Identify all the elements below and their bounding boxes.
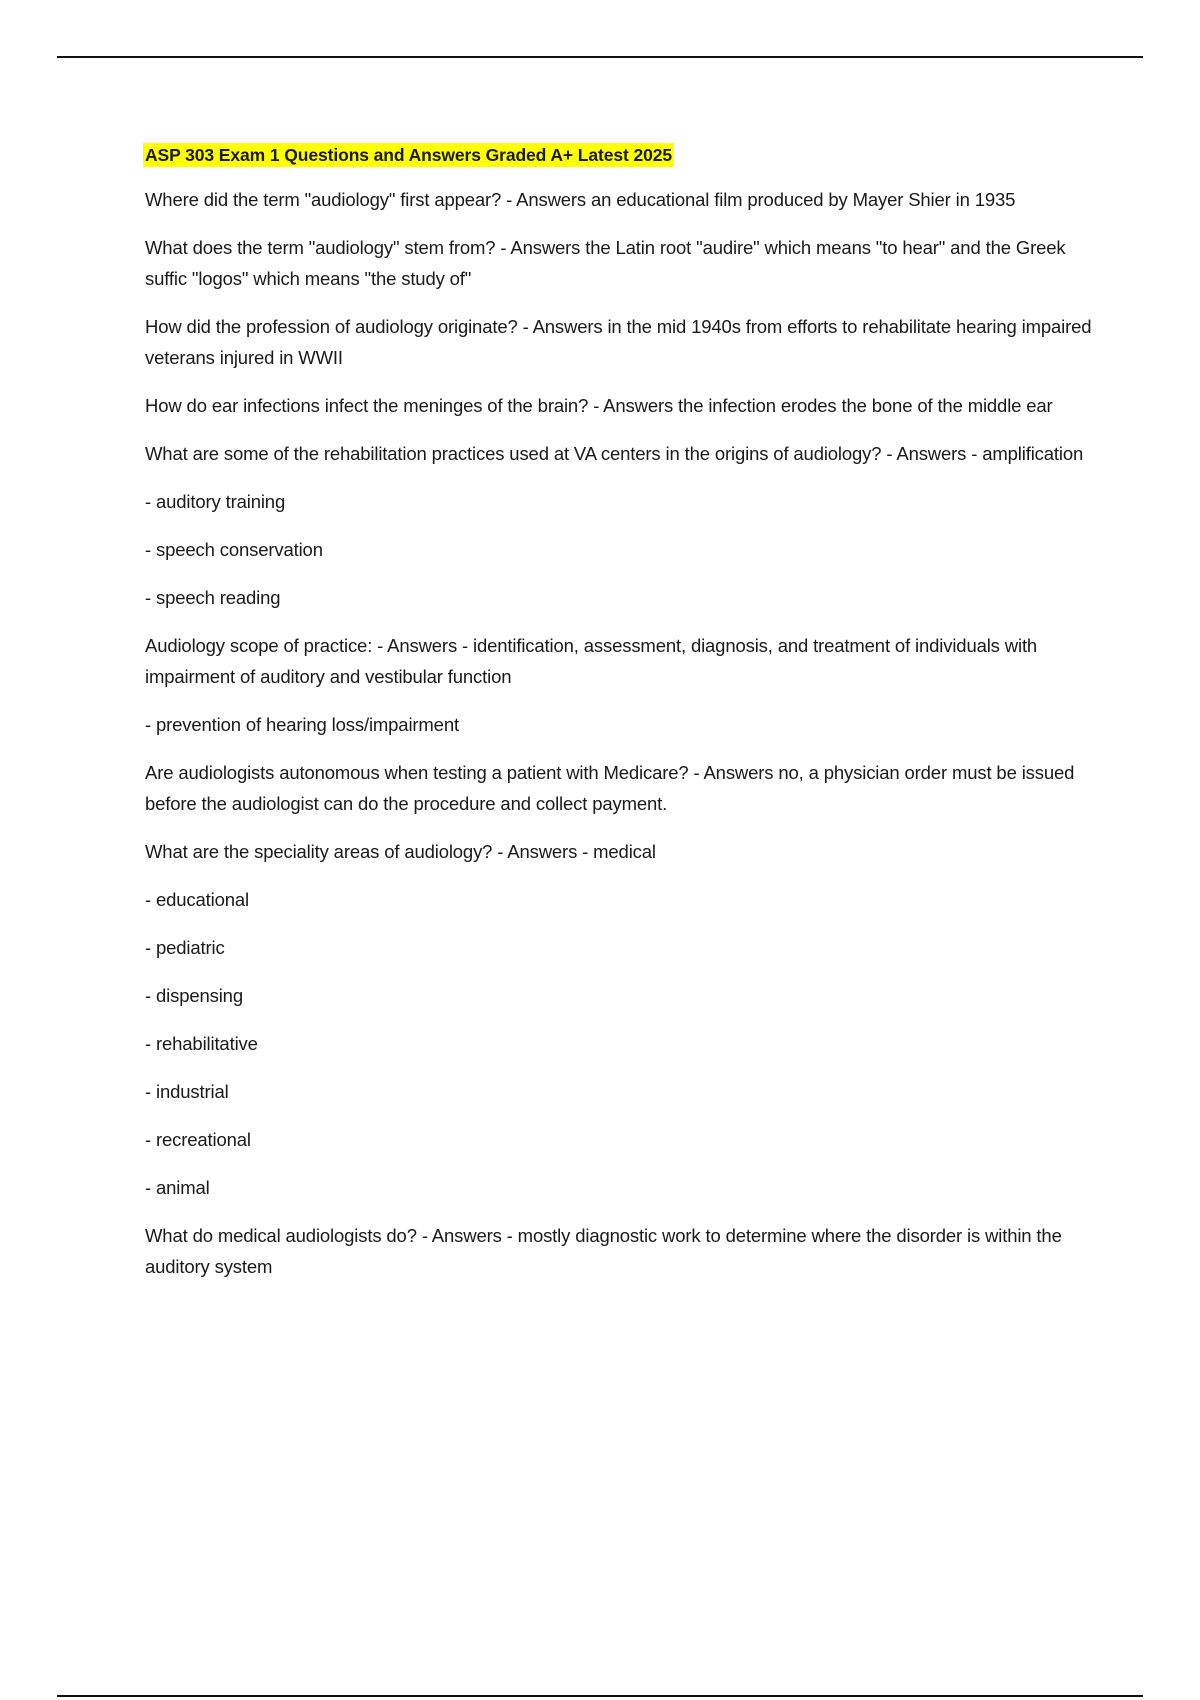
paragraph: What does the term "audiology" stem from? - Answers the Latin root "audire" which means "to hear" and the Greek suffic "logos" which means "the study of" bbox=[145, 237, 1066, 289]
paragraph: Audiology scope of practice: - Answers - identification, assessment, diagnosis, and treatment of individuals with impairment of auditory and vestibular function bbox=[145, 635, 1038, 687]
paragraph: How did the profession of audiology originate? - Answers in the mid 1940s from efforts to rehabilitate hearing impaired veterans injured in WWII bbox=[145, 316, 1092, 368]
list-item: - recreational bbox=[145, 1129, 251, 1150]
footer-rule bbox=[57, 1695, 1143, 1697]
paragraph: What are some of the rehabilitation practices used at VA centers in the origins of audiology? - Answers - amplification bbox=[145, 443, 1084, 464]
paragraph: What are the speciality areas of audiology? - Answers - medical bbox=[145, 841, 656, 862]
list-item: - rehabilitative bbox=[145, 1033, 258, 1054]
list-item: - auditory training bbox=[145, 491, 286, 512]
paragraph: What do medical audiologists do? - Answers - mostly diagnostic work to determine where the disorder is within the auditory system bbox=[145, 1225, 1062, 1277]
list-item: - animal bbox=[145, 1177, 210, 1198]
paragraph: Are audiologists autonomous when testing a patient with Medicare? - Answers no, a physician order must be issued before the audiologist can do the procedure and collect payment. bbox=[145, 762, 1075, 814]
header-rule bbox=[57, 56, 1143, 58]
list-item: - speech conservation bbox=[145, 539, 323, 560]
list-item: - speech reading bbox=[145, 587, 281, 608]
document-title: ASP 303 Exam 1 Questions and Answers Graded A+ Latest 2025 bbox=[145, 145, 673, 165]
document-body bbox=[145, 143, 1095, 1299]
list-item: - pediatric bbox=[145, 937, 225, 958]
list-item: - prevention of hearing loss/impairment bbox=[145, 714, 459, 735]
paragraph: Where did the term "audiology" first appear? - Answers an educational film produced by Mayer Shier in 1935 bbox=[145, 189, 1016, 210]
list-item: - dispensing bbox=[145, 985, 243, 1006]
list-item: - industrial bbox=[145, 1081, 229, 1102]
paragraph: How do ear infections infect the meninges of the brain? - Answers the infection erodes the bone of the middle ear bbox=[145, 395, 1053, 416]
list-item: - educational bbox=[145, 889, 249, 910]
